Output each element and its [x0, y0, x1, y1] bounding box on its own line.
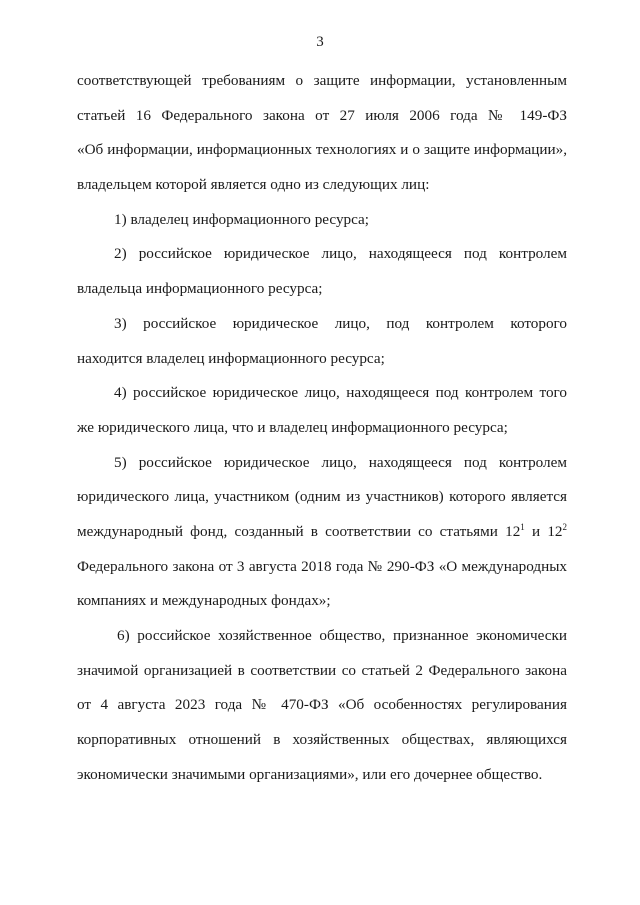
list-item-6: 6) российское хозяйственное общество, признанное экономически [117, 627, 567, 644]
document-body [77, 64, 567, 792]
list-item-1: 1) владелец информационного ресурса; [114, 210, 370, 228]
text-line: от 4 августа 2023 года № 470-ФЗ «Об особенностях регулирования [77, 696, 567, 714]
article-number: $12^1$ [505, 521, 525, 540]
text-line: находится владелец информационного ресурса; [77, 349, 385, 367]
list-item-4: 4) российское юридическое лицо, находящееся под контролем того [114, 384, 567, 402]
text-line: значимой организацией в соответствии со статьей 2 Федерального закона [77, 661, 567, 679]
text-line: юридического лица, участником (одним из участников) которого является [77, 488, 567, 506]
text-line: владельца информационного ресурса; [77, 280, 323, 298]
list-item-3: 3) российское юридическое лицо, под контролем которого [114, 314, 567, 332]
page-number: 3 [316, 34, 324, 50]
text-line: соответствующей требованиям о защите информации, установленным [77, 72, 567, 89]
text-line: «Об информации, информационных технологиях и о защите информации», [77, 141, 567, 159]
text-line: владельцем которой является одно из следующих лиц: [77, 176, 430, 194]
text-line: компаниях и международных фондах»; [77, 592, 331, 610]
text-fragment: международный фонд, созданный в соответствии со статьями [77, 522, 498, 540]
list-item-2: 2) российское юридическое лицо, находящееся под контролем [114, 245, 567, 263]
text-line-with-articles [77, 515, 567, 550]
text-line: корпоративных отношений в хозяйственных обществах, являющихся [77, 731, 567, 749]
text-line: статьей 16 Федерального закона от 27 июля 2006 года № 149-ФЗ [77, 106, 567, 124]
text-line: экономически значимыми организациями», или его дочернее общество. [77, 765, 543, 783]
text-line: же юридического лица, что и владелец информационного ресурса; [77, 418, 508, 436]
list-item-5: 5) российское юридическое лицо, находящееся под контролем [114, 453, 567, 471]
conjunction: и [531, 522, 541, 540]
article-number: $12^2$ [547, 521, 568, 540]
text-line: Федерального закона от 3 августа 2018 года № 290-ФЗ «О международных [77, 557, 567, 575]
